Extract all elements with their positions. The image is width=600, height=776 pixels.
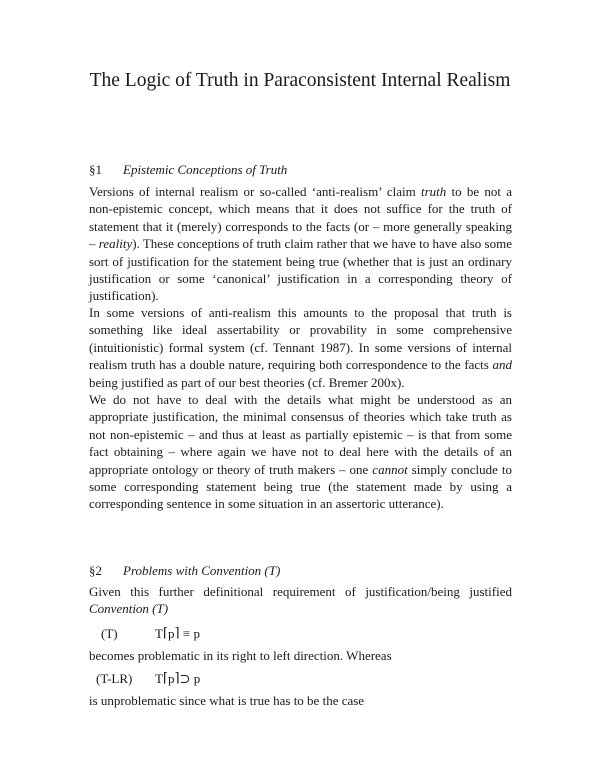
section-2-heading	[89, 562, 280, 579]
formula-t-expression: T⌈p⌉ ≡ p	[155, 625, 200, 641]
section-1-paragraph-3: We do not have to deal with the details what might be understood as an appropriate justification, the minimal consensus of theories which take truth as not non-epistemic – and thus at least as partially epistemic – is that from some fact obtaining – where again we have not to deal here with the details of an appropriate ontology or theory of truth makers – one cannot simply conclude to some corresponding statement being true (the statement made by using a corresponding sentence in some situation in an assertoric utterance).	[89, 392, 512, 512]
section-2-paragraph-2: becomes problematic in its right to left direction. Whereas	[89, 648, 392, 663]
paper-title: The Logic of Truth in Paraconsistent Internal Realism	[89, 70, 511, 91]
section-1-title: Epistemic Conceptions of Truth	[123, 162, 288, 177]
section-2-paragraph-1-line-2: Convention (T)	[89, 601, 169, 617]
formula-t-lr-label: (T-LR)	[96, 671, 133, 686]
section-1-paragraph-2: In some versions of anti-realism this amounts to the proposal that truth is something like ideal assertability or provability in some comprehensive (intuitionistic) formal system (cf. Tennant 1987). In some versions of internal realism truth has a double nature, requiring both correspondence to the facts and being justified as part of our best theories (cf. Bremer 200x).	[89, 305, 512, 390]
section-2-paragraph-3: is unproblematic since what is true has to be the case	[89, 693, 365, 708]
section-1-number: §1	[89, 162, 102, 177]
section-1-paragraph-1: Versions of internal realism or so-called ‘anti-realism’ claim truth to be not a non-epistemic concept, which means that it does not suffice for the truth of statement that it (merely) corresponds to the facts (or – more generally speaking – reality). These conceptions of truth claim rather that we have to have also some sort of justification for the statement being true (whether that is just an ordinary justification or some ‘canonical’ justification in a corresponding theory of justification).	[89, 184, 513, 304]
formula-t-lr-expression: T⌈p⌉⊃ p	[155, 670, 201, 686]
section-2-number: §2	[89, 563, 102, 578]
section-2-paragraph-1	[89, 583, 512, 618]
formula-t-label: (T)	[101, 626, 118, 641]
section-2-title: Problems with Convention (T)	[123, 563, 281, 578]
section-1-heading	[89, 161, 287, 178]
section-2-paragraph-1-line-1: Given this further definitional requirement of justification/being justified	[89, 584, 512, 599]
